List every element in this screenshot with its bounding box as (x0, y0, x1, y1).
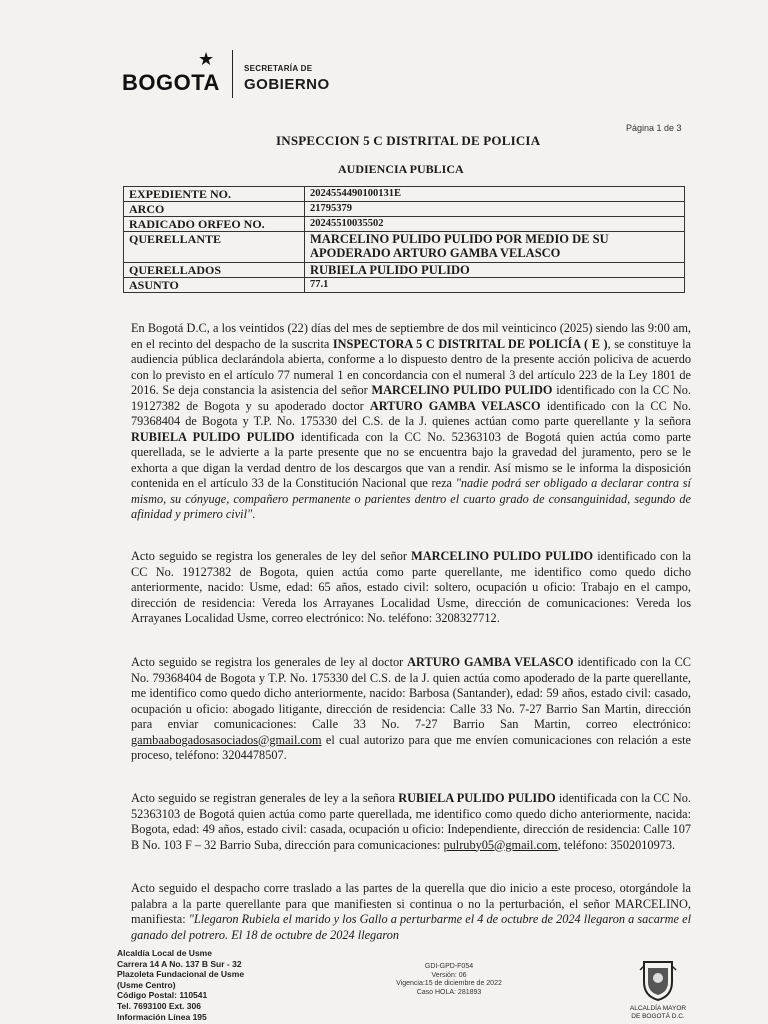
bold-text: ARTURO GAMBA VELASCO (369, 398, 541, 413)
doc-code: GDI-GPD-F054 (424, 963, 474, 970)
text: . (252, 507, 256, 521)
text: Acto seguido se registra los generales de ley al doctor (131, 655, 408, 669)
paragraph-querellante (131, 549, 691, 627)
email-link[interactable]: gambaabogadosasociados@gmail.com (131, 732, 322, 747)
bold-text: MARCELINO PULIDO PULIDO (371, 383, 553, 397)
logo-divider (232, 50, 233, 98)
row-value: MARCELINO PULIDO PULIDO POR MEDIO DE SU APODERADO ARTURO GAMBA VELASCO (305, 232, 685, 263)
star-icon: ★ (198, 49, 215, 69)
row-value: 20245510035502 (305, 217, 685, 232)
text: , se constituye la audiencia pública declarándola abierta, conforme a lo dispuesto dentro de la presente acción policiva de acuerdo con lo previsto en el artículo 77 numeral 1 en concordancia con el numeral 3 del artículo 223 de la Ley 1801 de 2016. Se deja constancia la asistencia del señor (131, 336, 691, 397)
bogota-logo (122, 50, 342, 100)
crest-label (620, 1005, 696, 1020)
document-title: INSPECCION 5 C DISTRITAL DE POLICIA (276, 133, 541, 148)
doc-caso: Caso HOLA: 281893 (416, 988, 482, 996)
paragraph-opening (131, 321, 691, 523)
text: identificado con la CC No. 79368404 de Bogota y T.P. No. 175330 del C.S. de la J. quien actúa como apoderado de la parte querellante, me identifico como quedo dicho anteriormente, nacido: Barbosa (Santander), edad: 59 años, estado civil: casado, ocupación u oficio: abogado litigante, dirección de residencia: Calle 33 No. 7-27 Barrio San Martin, dirección para enviar comunicaciones: Calle 33 No. 7-27 Barrio San Martin, correo electrónico: (131, 655, 692, 731)
text: identificado con la CC No. 19127382 de Bogota y su apoderado doctor (131, 383, 691, 413)
italic-quote: "nadie podrá ser obligado a declarar contra sí mismo, su cónyuge, compañero permanente o parientes dentro el cuarto grado de consanguinidad, segundo de afinidad y primero civil" (131, 476, 691, 521)
row-key: QUERELLADOS (124, 263, 305, 278)
row-key: RADICADO ORFEO NO. (124, 217, 305, 232)
text: Acto seguido se registra los generales de ley del señor (131, 549, 412, 563)
logo-gobierno: GOBIERNO (244, 76, 330, 93)
table-row (124, 187, 685, 202)
row-value: 2024554490100131E (305, 187, 685, 202)
footer-line: Tel. 7693100 Ext. 306 (117, 1000, 201, 1011)
bold-text: INSPECTORA 5 C DISTRITAL DE POLICÍA ( E ) (332, 336, 608, 351)
text: identificada con la CC No. 52363103 de Bogotá quien actúa como parte querellada, me identifico como quedo dicho anteriormente, nacida: Bogota, edad: 49 años, estado civil: casada, ocupación u oficio: Independiente, dirección de residencia: Calle 107 B No. 103 F – 32 Barrio Suba, dirección para comunicaciones: (131, 791, 691, 852)
document-subtitle: AUDIENCIA PUBLICA (338, 162, 464, 176)
case-info-table (123, 186, 685, 293)
footer-line: Carrera 14 A No. 137 B Sur - 32 (117, 958, 242, 969)
row-key: EXPEDIENTE NO. (124, 187, 305, 202)
footer-line: Plazoleta Fundacional de Usme (117, 969, 245, 980)
footer-line: Alcaldía Local de Usme (117, 948, 212, 958)
bold-text: RUBIELA PULIDO PULIDO (131, 429, 295, 444)
row-value: 21795379 (305, 202, 685, 217)
paragraph-traslado (131, 881, 691, 943)
bold-text: MARCELINO PULIDO PULIDO (411, 549, 594, 563)
doc-vigencia: Vigencia:15 de diciembre de 2022 (396, 980, 502, 987)
logo-secretaria: SECRETARÍA DE (244, 64, 313, 73)
crest-label-line: DE BOGOTÁ D.C. (631, 1012, 685, 1020)
italic-quote: "Llegaron Rubiela el marido y los Gallo a perturbarme el 4 de octubre de 2024 llegaron a sacarme el ganado del potrero. El 18 de octubre de 2024 llegaron (131, 912, 691, 942)
coat-of-arms-icon (638, 958, 678, 1002)
footer-line: Información Línea 195 (117, 1011, 207, 1022)
row-key: QUERELLANTE (124, 232, 305, 263)
footer-doc-info (394, 963, 504, 997)
table-row (124, 263, 685, 278)
text: Acto seguido se registran generales de ley a la señora (131, 791, 399, 805)
footer-address (117, 948, 244, 1022)
text: el cual autorizo para que me envíen comunicaciones con relación a este proceso, teléfono: 3204478507. (131, 732, 691, 762)
email-link[interactable]: pulruby05@gmail.com (443, 837, 558, 852)
row-value: RUBIELA PULIDO PULIDO (305, 263, 685, 278)
table-row (124, 202, 685, 217)
text: identificado con la CC No. 19127382 de Bogota, quien actúa como parte querellante, me identifico como quedo dicho anteriormente, nacido: Usme, edad: 65 años, estado civil: soltero, ocupación u oficio: Trabajo en el campo, dirección de residencia: Vereda los Arrayanes Localidad Usme, dirección de comunicaciones: Vereda los Arrayanes Localidad Usme, correo electrónico: No. teléfono: 3208327712. (131, 549, 691, 625)
text: identificada con la CC No. 52363103 de Bogotá quien actúa como parte querellada, se le advierte a la parte presente que no se encuentra bajo la gravedad del juramento, pero se le exhorta a que digan la verdad dentro de los descargos que van a rendir. Así mismo se le informa la disposición contenida en el artículo 33 de la Constitución Nacional que reza (131, 429, 691, 490)
row-key: ARCO (124, 202, 305, 217)
row-key: ASUNTO (124, 278, 305, 293)
paragraph-apoderado (131, 655, 691, 764)
footer-line: (Usme Centro) (117, 979, 176, 990)
table-row (124, 232, 685, 263)
text: identificado con la CC No. 79368404 de Bogota y T.P. No. 175330 del C.S. de la J. quienes actúan como parte querellante y la señora (131, 398, 691, 428)
page-number: Página 1 de 3 (626, 123, 682, 133)
doc-version: Versión: 06 (431, 971, 467, 979)
logo-wordmark: BOGOTA (122, 70, 220, 95)
table-row (124, 278, 685, 293)
row-value: 77.1 (305, 278, 685, 293)
bold-text: RUBIELA PULIDO PULIDO (398, 791, 556, 805)
paragraph-querellada (131, 791, 691, 853)
bold-text: ARTURO GAMBA VELASCO (407, 655, 574, 669)
text: , teléfono: 3502010973. (557, 837, 676, 852)
table-row (124, 217, 685, 232)
text: Acto seguido el despacho corre traslado a las partes de la querella que dio inicio a este proceso, otorgándole la palabra a la parte querellante para que manifiesten si continua o no la perturbación, el señor MARCELINO, manifiesta: (131, 881, 691, 926)
text: En Bogotá D.C, a los veintidos (22) días del mes de septiembre de dos mil veinticinco (2025) siendo las 9:00 am, en el recinto del despacho de la suscrita (131, 321, 691, 351)
footer-line: Código Postal: 110541 (117, 990, 208, 1001)
crest-label-line: ALCALDÍA MAYOR (629, 1005, 687, 1012)
